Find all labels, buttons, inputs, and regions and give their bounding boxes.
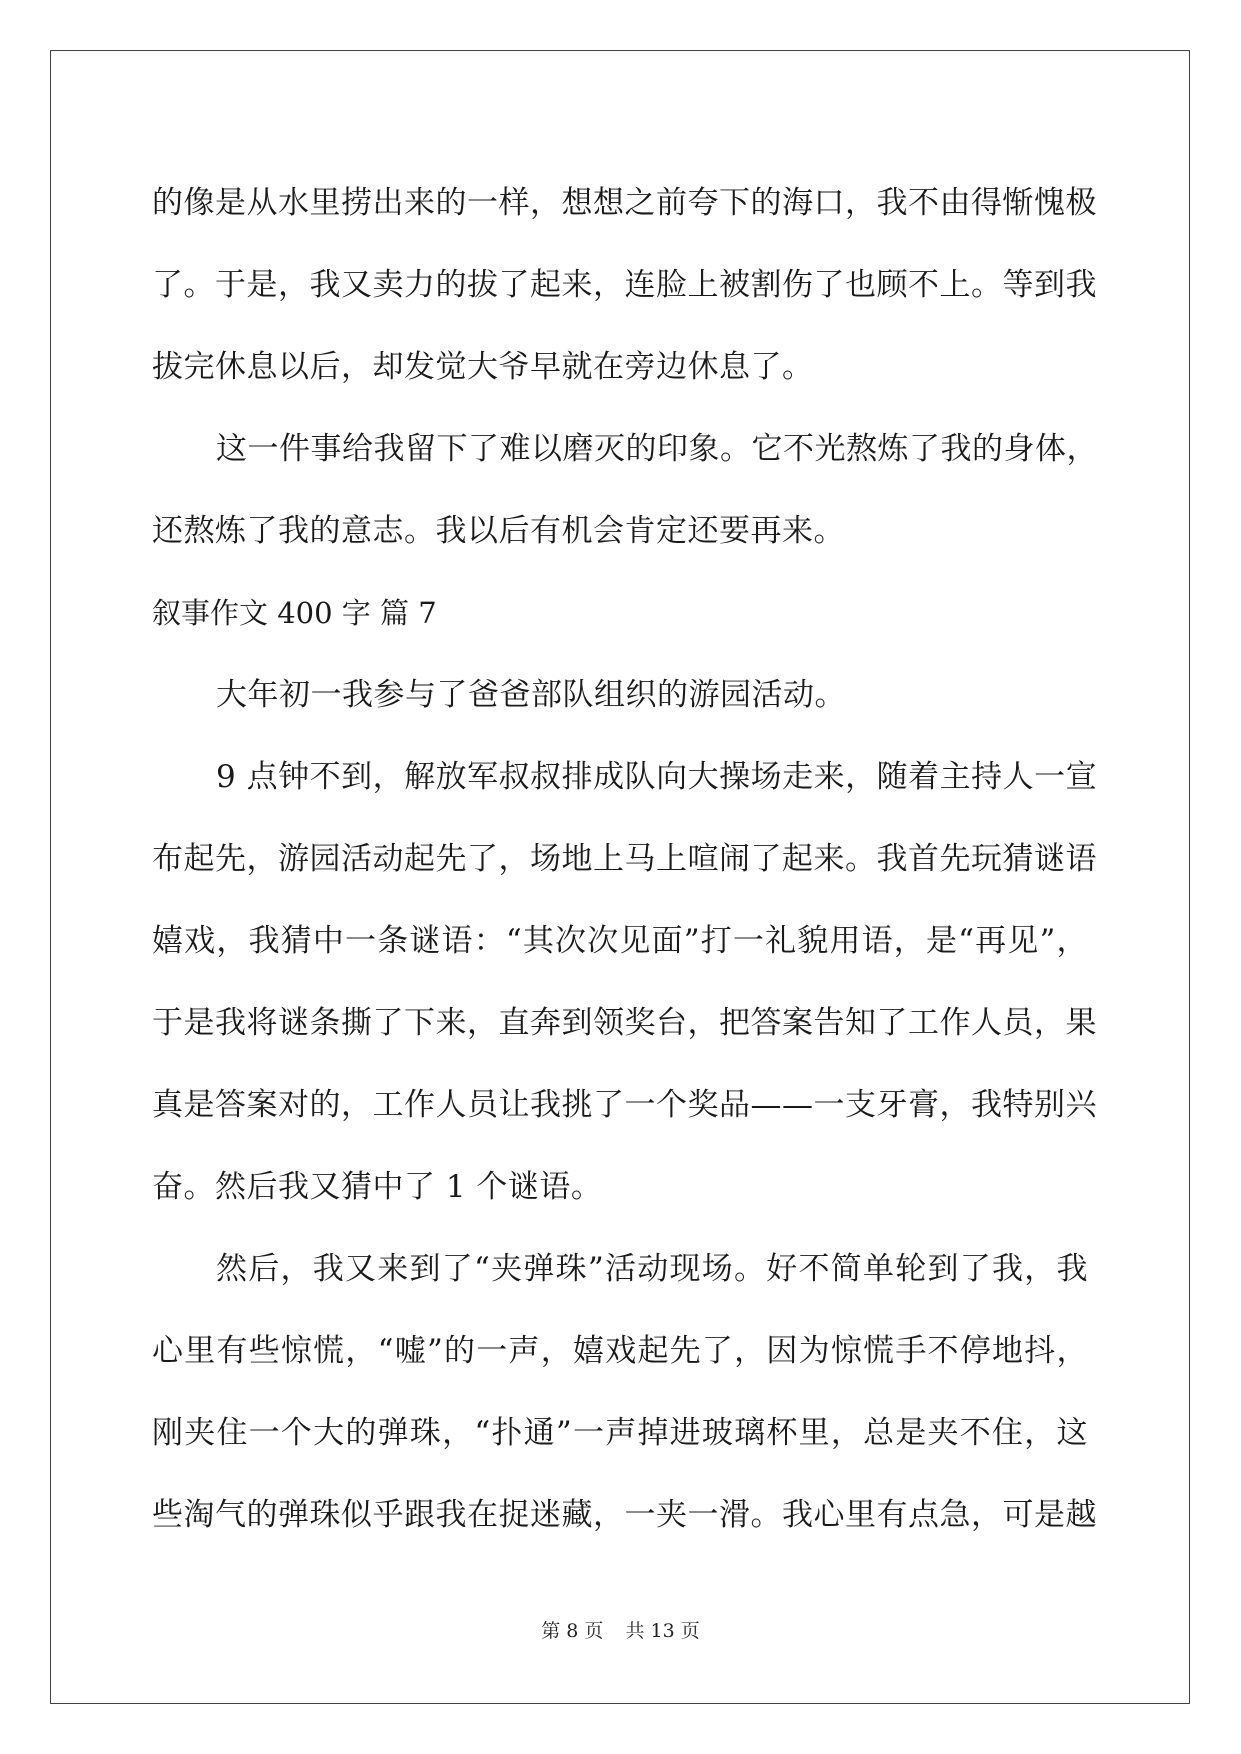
text-line: 然后，我又来到了“夹弹珠”活动现场。好不简单轮到了我，我: [216, 1251, 1088, 1287]
text-line: 真是答案对的，工作人员让我挑了一个奖品——一支牙膏，我特别兴: [152, 1087, 1097, 1123]
text-line: 些淘气的弹珠似乎跟我在捉迷藏，一夹一滑。我心里有点急，可是越: [152, 1497, 1097, 1533]
text-line: 嬉戏，我猜中一条谜语：“其次次见面”打一礼貌用语，是“再见”，: [152, 923, 1088, 959]
paragraph: [152, 654, 1088, 736]
text-line: 9 点钟不到，解放军叔叔排成队向大操场走来，随着主持人一宣: [216, 759, 1098, 795]
text-line: 刚夹住一个大的弹珠，“扑通”一声掉进玻璃杯里，总是夹不住，这: [152, 1415, 1088, 1451]
text-line: 奋。然后我又猜中了 1 个谜语。: [152, 1169, 603, 1205]
page-footer: [0, 1616, 1241, 1643]
document-body: [152, 162, 1098, 1556]
text-line: 这一件事给我留下了难以磨灭的印象。它不光熬炼了我的身体，: [216, 431, 1098, 467]
text-line: 大年初一我参与了爸爸部队组织的游园活动。: [216, 677, 846, 713]
text-line: 拔完休息以后，却发觉大爷早就在旁边休息了。: [152, 349, 814, 385]
paragraph: [152, 1228, 1097, 1556]
text-line: 的像是从水里捞出来的一样，想想之前夸下的海口，我不由得惭愧极: [152, 185, 1097, 221]
section-heading: 叙事作文 400 字 篇 7: [152, 596, 437, 630]
page-total: 共 13 页: [625, 1620, 700, 1642]
paragraph: [152, 736, 1098, 1228]
paragraph: [152, 162, 1097, 408]
text-line: 还熬炼了我的意志。我以后有机会肯定还要再来。: [152, 513, 845, 549]
text-line: 布起先，游园活动起先了，场地上马上喧闹了起来。我首先玩猜谜语: [152, 841, 1097, 877]
text-line: 心里有些惊慌，“嘘”的一声，嬉戏起先了，因为惊慌手不停地抖，: [152, 1333, 1088, 1369]
paragraph: [152, 408, 1098, 572]
text-line: 了。于是，我又卖力的拔了起来，连脸上被割伤了也顾不上。等到我: [152, 267, 1097, 303]
page-number: 第 8 页: [541, 1620, 604, 1642]
text-line: 于是我将谜条撕了下来，直奔到领奖台，把答案告知了工作人员，果: [152, 1005, 1097, 1041]
